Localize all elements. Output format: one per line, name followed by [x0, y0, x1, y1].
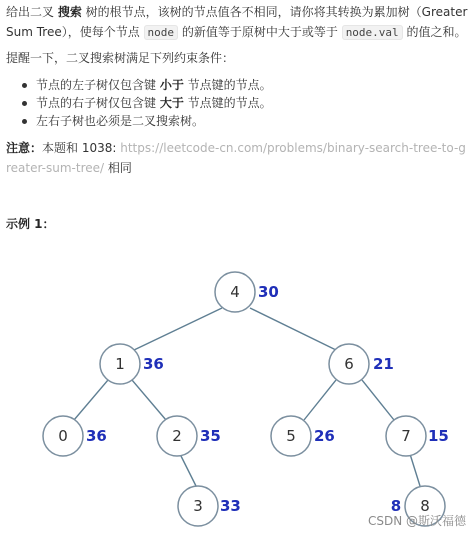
edge-2-3: [180, 454, 196, 486]
node-key: 6: [344, 355, 354, 373]
edge-4-1: [134, 308, 222, 350]
list-text: 节点的右子树仅包含键: [36, 96, 160, 110]
tree-node: [157, 416, 221, 456]
tree-diagram: [0, 250, 474, 535]
note-label: 注意：: [6, 141, 43, 155]
tree-node: [271, 416, 335, 456]
list-item: [22, 94, 272, 112]
list-text: 节点键的节点。: [183, 78, 272, 92]
constraint-list: [22, 76, 272, 130]
tree-node: [215, 272, 279, 312]
bullet-icon: [22, 119, 27, 124]
list-text: 左右子树也必须是二叉搜索树。: [36, 114, 205, 128]
list-text: 节点键的节点。: [183, 96, 272, 110]
reminder-text: 提醒一下，二叉搜索树满足下列约束条件：: [6, 51, 235, 65]
bullet-icon: [22, 101, 27, 106]
edge-6-5: [304, 380, 336, 420]
bullet-icon: [22, 83, 27, 88]
node-key: 0: [58, 427, 68, 445]
example-title: [6, 214, 468, 234]
list-bold: 大于: [159, 96, 184, 110]
node-new-value: 26: [314, 427, 335, 445]
node-new-value: 30: [258, 283, 279, 301]
problem-intro: [6, 2, 468, 43]
tree-node: [178, 486, 241, 526]
node-key: 3: [193, 497, 203, 515]
list-item: [22, 76, 272, 94]
intro-text: 给出二叉: [6, 5, 58, 19]
edge-7-8: [410, 454, 420, 486]
intro-text: 的值之和。: [402, 25, 467, 39]
tree-edges: [74, 308, 420, 486]
edge-6-7: [362, 380, 394, 420]
node-key: 7: [401, 427, 411, 445]
list-item: [22, 112, 272, 130]
intro-text: 的新值等于原树中大于或等于: [178, 25, 342, 39]
edge-4-6: [250, 308, 336, 350]
note-text: 相同: [104, 161, 132, 175]
intro-text: 树的根节点，该树的节点值各不相同，请你将其转换为累加树（Greater Sum Tree），使每个节点: [6, 5, 468, 39]
edge-1-2: [132, 380, 166, 420]
node-new-value: 33: [220, 497, 241, 515]
intro-bold-search: 搜索: [57, 5, 82, 19]
node-new-value: 35: [200, 427, 221, 445]
node-new-value: 15: [428, 427, 449, 445]
example-title-text: 示例 1：: [6, 217, 55, 231]
inline-code-node: node: [144, 25, 179, 40]
list-bold: 小于: [159, 78, 184, 92]
node-key: 1: [115, 355, 125, 373]
node-new-value: 8: [390, 497, 402, 515]
tree-node: [329, 344, 394, 384]
node-key: 5: [286, 427, 296, 445]
problem-link[interactable]: https://leetcode-cn.com/problems/binary-search-tree-to-greater-sum-tree/: [6, 141, 466, 175]
node-key: 2: [172, 427, 182, 445]
note: [6, 138, 468, 178]
inline-code-node-val: node.val: [342, 25, 403, 40]
tree-node: [100, 344, 164, 384]
edge-1-0: [74, 380, 108, 420]
node-new-value: 36: [143, 355, 164, 373]
node-key: 4: [230, 283, 240, 301]
list-text: 节点的左子树仅包含键: [36, 78, 160, 92]
tree-node: [43, 416, 107, 456]
tree-node: [386, 416, 449, 456]
node-key: 8: [420, 497, 430, 515]
node-new-value: 21: [373, 355, 394, 373]
node-new-value: 36: [86, 427, 107, 445]
watermark: CSDN @斯沃福德: [367, 514, 466, 528]
note-text: 本题和 1038:: [42, 141, 121, 155]
